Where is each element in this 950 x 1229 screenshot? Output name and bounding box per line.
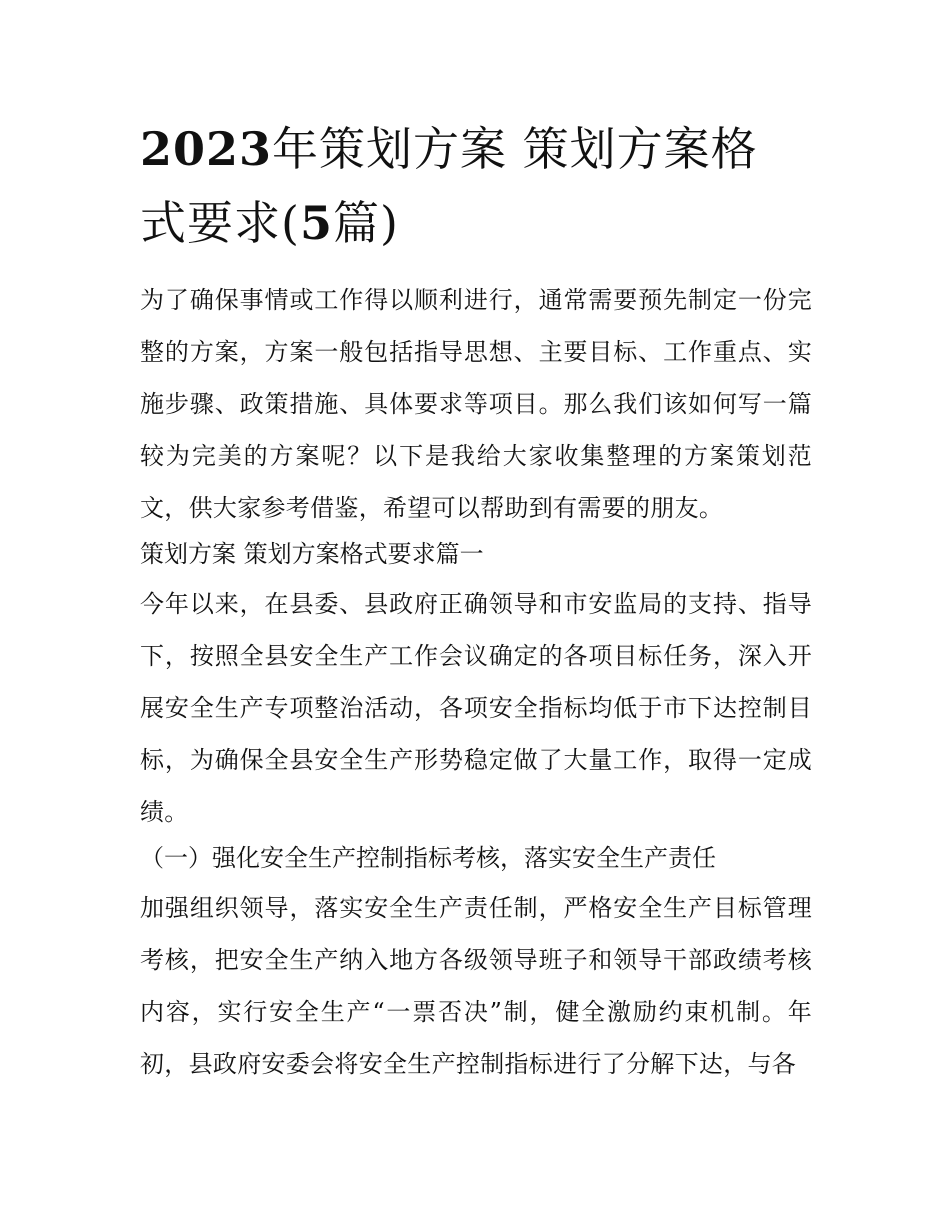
document-title <box>140 112 820 260</box>
sub-heading: （一）强化安全生产控制指标考核，落实安全生产责任 <box>140 844 716 872</box>
title-count: 5 <box>299 196 333 250</box>
title-year: 2023 <box>140 122 273 176</box>
title-line2-text-a: 式要求( <box>140 196 300 250</box>
section-heading: 策划方案 策划方案格式要求篇一 <box>140 540 484 568</box>
body-paragraph-2: 加强组织领导，落实安全生产责任制，严格安全生产目标管理考核，把安全生产纳入地方各级领导班子和领导干部政绩考核内容，实行安全生产“一票否决”制，健全激励约束机制。年初，县政府安委会将安全生产控制指标进行了分解下达，与各 <box>140 894 812 1078</box>
title-line2-text-b: 篇) <box>332 196 399 250</box>
title-line1-text: 年策划方案 策划方案格 <box>272 122 758 176</box>
body-paragraph-1: 今年以来，在县委、县政府正确领导和市安监局的支持、指导下，按照全县安全生产工作会议确定的各项目标任务，深入开展安全生产专项整治活动，各项安全指标均低于市下达控制目标，为确保全县安全生产形势稳定做了大量工作，取得一定成绩。 <box>140 590 812 826</box>
intro-paragraph: 为了确保事情或工作得以顺利进行，通常需要预先制定一份完整的方案，方案一般包括指导思想、主要目标、工作重点、实施步骤、政策措施、具体要求等项目。那么我们该如何写一篇较为完美的方案呢？以下是我给大家收集整理的方案策划范文，供大家参考借鉴，希望可以帮助到有需要的朋友。 <box>140 286 812 522</box>
